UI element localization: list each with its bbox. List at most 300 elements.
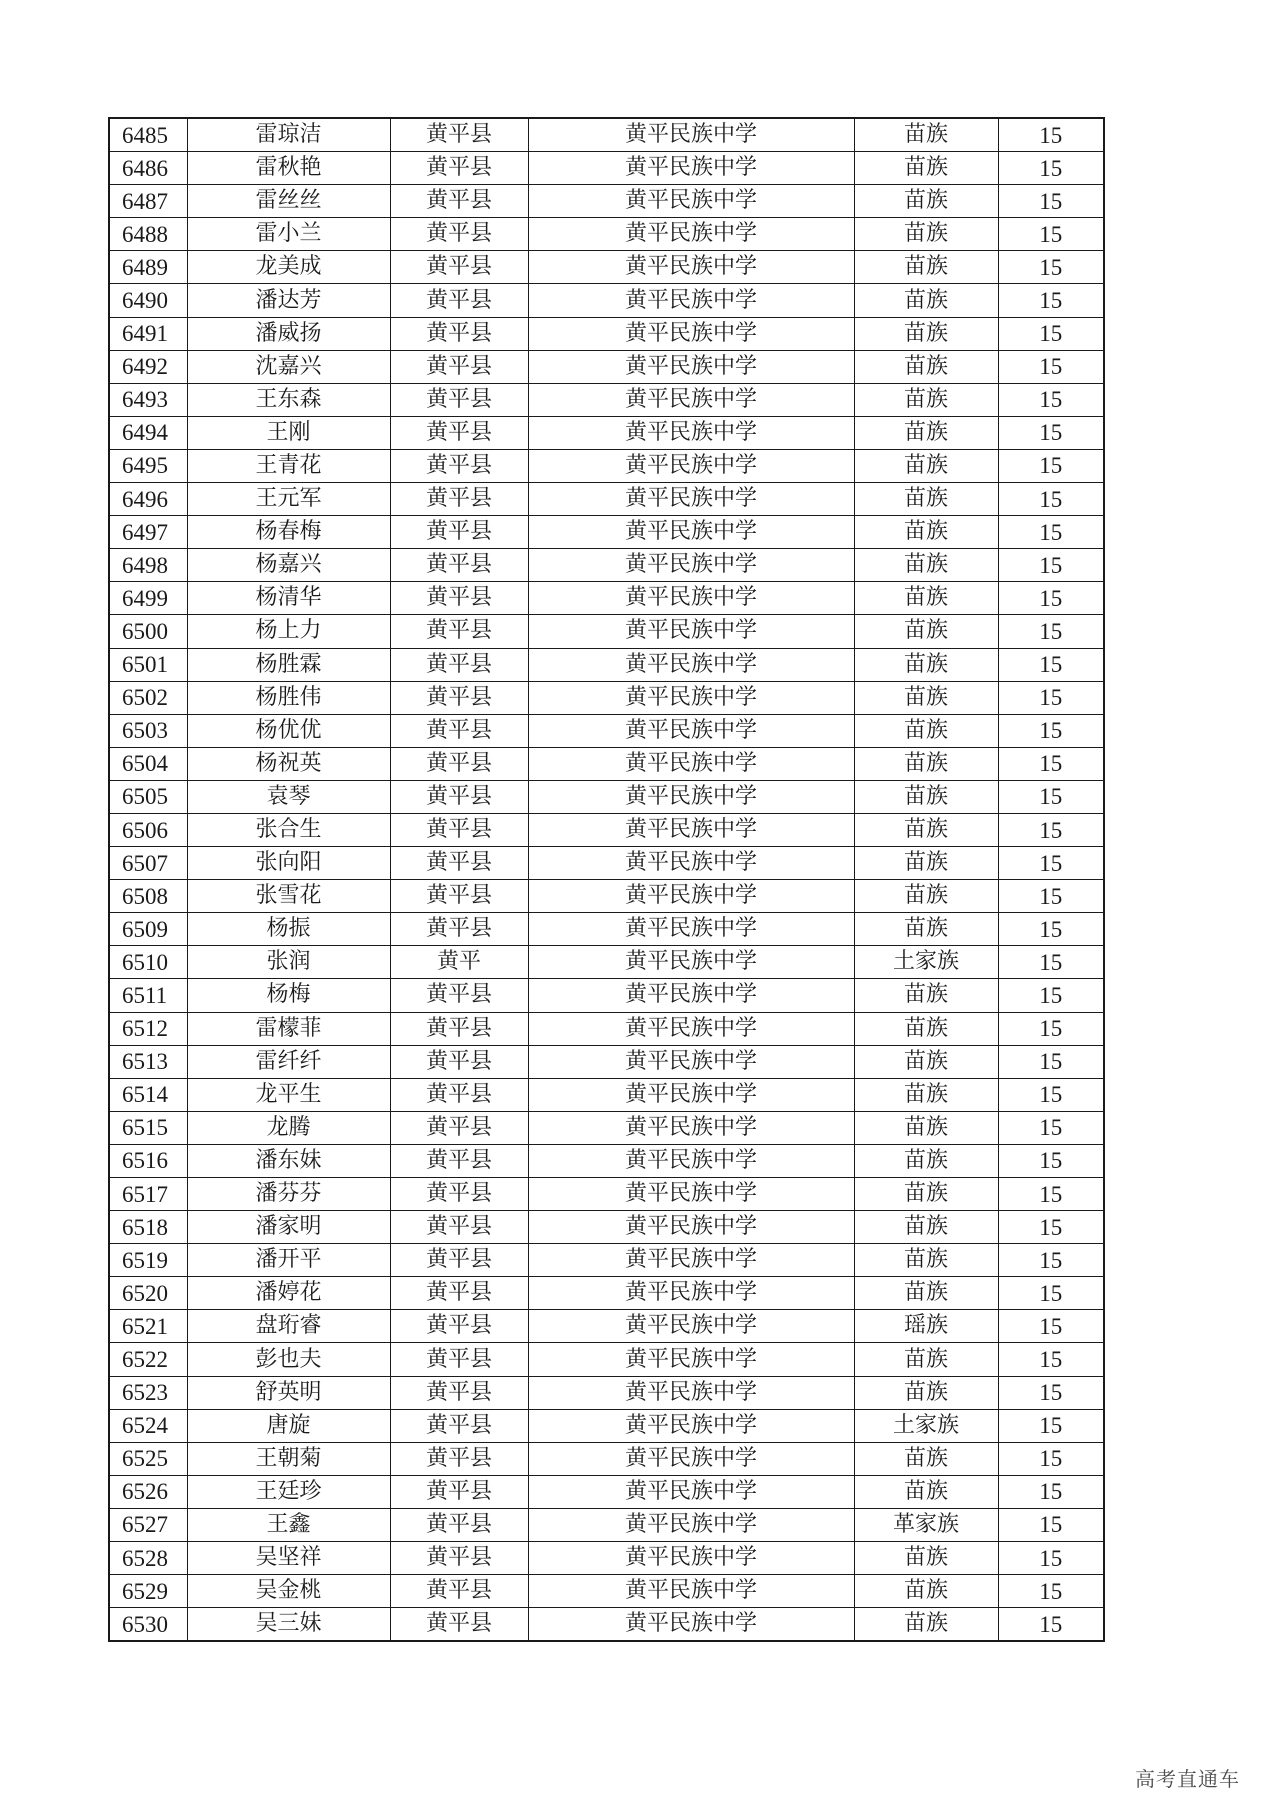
cell-ethnicity: 苗族 bbox=[854, 615, 998, 648]
cell-school: 黄平民族中学 bbox=[528, 1475, 854, 1508]
cell-ethnicity: 苗族 bbox=[854, 549, 998, 582]
cell-score: 15 bbox=[998, 152, 1104, 185]
table-row bbox=[109, 1144, 1104, 1177]
table-row bbox=[109, 847, 1104, 880]
cell-number: 6499 bbox=[109, 582, 187, 615]
table-row bbox=[109, 1508, 1104, 1541]
table-row bbox=[109, 780, 1104, 813]
cell-county: 黄平县 bbox=[390, 118, 528, 152]
table-row bbox=[109, 1178, 1104, 1211]
table-row bbox=[109, 582, 1104, 615]
cell-school: 黄平民族中学 bbox=[528, 416, 854, 449]
cell-ethnicity: 苗族 bbox=[854, 516, 998, 549]
cell-ethnicity: 苗族 bbox=[854, 1211, 998, 1244]
cell-school: 黄平民族中学 bbox=[528, 1178, 854, 1211]
table-row bbox=[109, 813, 1104, 846]
cell-score: 15 bbox=[998, 648, 1104, 681]
cell-ethnicity: 苗族 bbox=[854, 1244, 998, 1277]
cell-county: 黄平县 bbox=[390, 317, 528, 350]
cell-ethnicity: 苗族 bbox=[854, 317, 998, 350]
cell-score: 15 bbox=[998, 350, 1104, 383]
cell-county: 黄平县 bbox=[390, 1144, 528, 1177]
table-row bbox=[109, 747, 1104, 780]
table-row bbox=[109, 1409, 1104, 1442]
cell-school: 黄平民族中学 bbox=[528, 780, 854, 813]
cell-school: 黄平民族中学 bbox=[528, 251, 854, 284]
cell-number: 6527 bbox=[109, 1508, 187, 1541]
cell-number: 6501 bbox=[109, 648, 187, 681]
cell-ethnicity: 苗族 bbox=[854, 1475, 998, 1508]
table-row bbox=[109, 218, 1104, 251]
cell-number: 6520 bbox=[109, 1277, 187, 1310]
cell-county: 黄平县 bbox=[390, 1310, 528, 1343]
cell-ethnicity: 苗族 bbox=[854, 780, 998, 813]
cell-number: 6528 bbox=[109, 1542, 187, 1575]
cell-ethnicity: 苗族 bbox=[854, 1608, 998, 1642]
cell-score: 15 bbox=[998, 681, 1104, 714]
cell-county: 黄平县 bbox=[390, 251, 528, 284]
cell-name: 潘威扬 bbox=[187, 317, 390, 350]
cell-name: 杨优优 bbox=[187, 714, 390, 747]
cell-score: 15 bbox=[998, 1575, 1104, 1608]
table-row bbox=[109, 383, 1104, 416]
cell-school: 黄平民族中学 bbox=[528, 1111, 854, 1144]
cell-county: 黄平县 bbox=[390, 979, 528, 1012]
cell-name: 潘家明 bbox=[187, 1211, 390, 1244]
cell-school: 黄平民族中学 bbox=[528, 516, 854, 549]
table-row bbox=[109, 1277, 1104, 1310]
cell-ethnicity: 土家族 bbox=[854, 1409, 998, 1442]
cell-school: 黄平民族中学 bbox=[528, 1012, 854, 1045]
cell-school: 黄平民族中学 bbox=[528, 714, 854, 747]
cell-name: 吴三妹 bbox=[187, 1608, 390, 1642]
cell-number: 6492 bbox=[109, 350, 187, 383]
table-row bbox=[109, 1542, 1104, 1575]
cell-number: 6493 bbox=[109, 383, 187, 416]
cell-school: 黄平民族中学 bbox=[528, 1409, 854, 1442]
cell-score: 15 bbox=[998, 1178, 1104, 1211]
cell-name: 雷琼洁 bbox=[187, 118, 390, 152]
cell-name: 杨春梅 bbox=[187, 516, 390, 549]
table-row bbox=[109, 516, 1104, 549]
cell-ethnicity: 苗族 bbox=[854, 350, 998, 383]
cell-number: 6530 bbox=[109, 1608, 187, 1642]
cell-county: 黄平县 bbox=[390, 1244, 528, 1277]
cell-county: 黄平县 bbox=[390, 1608, 528, 1642]
cell-score: 15 bbox=[998, 284, 1104, 317]
table-row bbox=[109, 350, 1104, 383]
table-row bbox=[109, 1111, 1104, 1144]
cell-number: 6510 bbox=[109, 946, 187, 979]
table-row bbox=[109, 880, 1104, 913]
table-row bbox=[109, 1310, 1104, 1343]
cell-school: 黄平民族中学 bbox=[528, 913, 854, 946]
cell-number: 6495 bbox=[109, 449, 187, 482]
cell-school: 黄平民族中学 bbox=[528, 317, 854, 350]
cell-name: 吴金桃 bbox=[187, 1575, 390, 1608]
table-row bbox=[109, 1211, 1104, 1244]
cell-name: 潘婷花 bbox=[187, 1277, 390, 1310]
cell-county: 黄平县 bbox=[390, 383, 528, 416]
cell-county: 黄平县 bbox=[390, 449, 528, 482]
table-row bbox=[109, 913, 1104, 946]
cell-score: 15 bbox=[998, 1211, 1104, 1244]
cell-school: 黄平民族中学 bbox=[528, 1045, 854, 1078]
cell-school: 黄平民族中学 bbox=[528, 1542, 854, 1575]
cell-name: 潘芬芬 bbox=[187, 1178, 390, 1211]
cell-county: 黄平县 bbox=[390, 714, 528, 747]
cell-county: 黄平县 bbox=[390, 516, 528, 549]
cell-school: 黄平民族中学 bbox=[528, 1343, 854, 1376]
cell-score: 15 bbox=[998, 1409, 1104, 1442]
cell-score: 15 bbox=[998, 1343, 1104, 1376]
cell-number: 6489 bbox=[109, 251, 187, 284]
cell-score: 15 bbox=[998, 416, 1104, 449]
cell-number: 6506 bbox=[109, 813, 187, 846]
cell-ethnicity: 苗族 bbox=[854, 1376, 998, 1409]
cell-ethnicity: 土家族 bbox=[854, 946, 998, 979]
cell-ethnicity: 苗族 bbox=[854, 648, 998, 681]
cell-school: 黄平民族中学 bbox=[528, 383, 854, 416]
cell-county: 黄平县 bbox=[390, 1343, 528, 1376]
cell-ethnicity: 苗族 bbox=[854, 251, 998, 284]
cell-score: 15 bbox=[998, 1144, 1104, 1177]
cell-school: 黄平民族中学 bbox=[528, 1575, 854, 1608]
cell-name: 杨嘉兴 bbox=[187, 549, 390, 582]
cell-name: 王元军 bbox=[187, 483, 390, 516]
cell-school: 黄平民族中学 bbox=[528, 449, 854, 482]
cell-name: 袁琴 bbox=[187, 780, 390, 813]
cell-score: 15 bbox=[998, 118, 1104, 152]
cell-county: 黄平县 bbox=[390, 218, 528, 251]
table-row bbox=[109, 1045, 1104, 1078]
table-row bbox=[109, 979, 1104, 1012]
cell-ethnicity: 苗族 bbox=[854, 1144, 998, 1177]
table-row bbox=[109, 1475, 1104, 1508]
cell-number: 6518 bbox=[109, 1211, 187, 1244]
cell-score: 15 bbox=[998, 1475, 1104, 1508]
cell-school: 黄平民族中学 bbox=[528, 880, 854, 913]
cell-school: 黄平民族中学 bbox=[528, 1608, 854, 1642]
cell-name: 唐旋 bbox=[187, 1409, 390, 1442]
cell-number: 6507 bbox=[109, 847, 187, 880]
cell-county: 黄平县 bbox=[390, 813, 528, 846]
cell-ethnicity: 苗族 bbox=[854, 383, 998, 416]
cell-county: 黄平县 bbox=[390, 615, 528, 648]
cell-number: 6505 bbox=[109, 780, 187, 813]
cell-school: 黄平民族中学 bbox=[528, 946, 854, 979]
cell-ethnicity: 苗族 bbox=[854, 847, 998, 880]
cell-school: 黄平民族中学 bbox=[528, 118, 854, 152]
cell-score: 15 bbox=[998, 1277, 1104, 1310]
cell-ethnicity: 苗族 bbox=[854, 1078, 998, 1111]
cell-ethnicity: 革家族 bbox=[854, 1508, 998, 1541]
cell-name: 杨梅 bbox=[187, 979, 390, 1012]
cell-county: 黄平县 bbox=[390, 1277, 528, 1310]
cell-county: 黄平县 bbox=[390, 648, 528, 681]
cell-score: 15 bbox=[998, 979, 1104, 1012]
cell-number: 6500 bbox=[109, 615, 187, 648]
cell-school: 黄平民族中学 bbox=[528, 1211, 854, 1244]
cell-score: 15 bbox=[998, 1376, 1104, 1409]
table-row bbox=[109, 1376, 1104, 1409]
cell-county: 黄平县 bbox=[390, 747, 528, 780]
cell-number: 6488 bbox=[109, 218, 187, 251]
table-row bbox=[109, 483, 1104, 516]
cell-number: 6522 bbox=[109, 1343, 187, 1376]
cell-name: 张向阳 bbox=[187, 847, 390, 880]
table-row bbox=[109, 615, 1104, 648]
cell-name: 雷纤纤 bbox=[187, 1045, 390, 1078]
cell-score: 15 bbox=[998, 1045, 1104, 1078]
cell-ethnicity: 苗族 bbox=[854, 185, 998, 218]
cell-number: 6516 bbox=[109, 1144, 187, 1177]
cell-number: 6523 bbox=[109, 1376, 187, 1409]
cell-name: 潘开平 bbox=[187, 1244, 390, 1277]
cell-name: 龙平生 bbox=[187, 1078, 390, 1111]
cell-score: 15 bbox=[998, 1244, 1104, 1277]
table-row bbox=[109, 449, 1104, 482]
cell-score: 15 bbox=[998, 549, 1104, 582]
cell-county: 黄平县 bbox=[390, 483, 528, 516]
roster-table bbox=[108, 117, 1105, 1642]
cell-number: 6496 bbox=[109, 483, 187, 516]
cell-school: 黄平民族中学 bbox=[528, 218, 854, 251]
cell-county: 黄平县 bbox=[390, 880, 528, 913]
cell-ethnicity: 苗族 bbox=[854, 218, 998, 251]
table-row bbox=[109, 714, 1104, 747]
cell-number: 6491 bbox=[109, 317, 187, 350]
cell-name: 杨祝英 bbox=[187, 747, 390, 780]
cell-name: 王刚 bbox=[187, 416, 390, 449]
cell-ethnicity: 苗族 bbox=[854, 416, 998, 449]
cell-score: 15 bbox=[998, 1508, 1104, 1541]
cell-number: 6524 bbox=[109, 1409, 187, 1442]
cell-school: 黄平民族中学 bbox=[528, 284, 854, 317]
cell-number: 6514 bbox=[109, 1078, 187, 1111]
cell-number: 6504 bbox=[109, 747, 187, 780]
cell-ethnicity: 苗族 bbox=[854, 152, 998, 185]
cell-ethnicity: 苗族 bbox=[854, 681, 998, 714]
cell-number: 6512 bbox=[109, 1012, 187, 1045]
cell-number: 6529 bbox=[109, 1575, 187, 1608]
cell-name: 王廷珍 bbox=[187, 1475, 390, 1508]
cell-name: 雷小兰 bbox=[187, 218, 390, 251]
cell-score: 15 bbox=[998, 483, 1104, 516]
cell-county: 黄平县 bbox=[390, 1376, 528, 1409]
cell-county: 黄平县 bbox=[390, 1575, 528, 1608]
cell-number: 6497 bbox=[109, 516, 187, 549]
cell-score: 15 bbox=[998, 714, 1104, 747]
table-row bbox=[109, 1078, 1104, 1111]
cell-name: 沈嘉兴 bbox=[187, 350, 390, 383]
cell-ethnicity: 苗族 bbox=[854, 1178, 998, 1211]
cell-county: 黄平县 bbox=[390, 1475, 528, 1508]
cell-name: 潘东妹 bbox=[187, 1144, 390, 1177]
cell-county: 黄平县 bbox=[390, 185, 528, 218]
table-row bbox=[109, 284, 1104, 317]
cell-ethnicity: 瑶族 bbox=[854, 1310, 998, 1343]
cell-school: 黄平民族中学 bbox=[528, 1442, 854, 1475]
cell-score: 15 bbox=[998, 847, 1104, 880]
cell-school: 黄平民族中学 bbox=[528, 350, 854, 383]
cell-number: 6494 bbox=[109, 416, 187, 449]
cell-score: 15 bbox=[998, 317, 1104, 350]
table-row bbox=[109, 251, 1104, 284]
cell-school: 黄平民族中学 bbox=[528, 1144, 854, 1177]
table-row bbox=[109, 416, 1104, 449]
cell-ethnicity: 苗族 bbox=[854, 747, 998, 780]
cell-ethnicity: 苗族 bbox=[854, 913, 998, 946]
cell-county: 黄平县 bbox=[390, 1012, 528, 1045]
cell-name: 王朝菊 bbox=[187, 1442, 390, 1475]
cell-school: 黄平民族中学 bbox=[528, 185, 854, 218]
cell-score: 15 bbox=[998, 218, 1104, 251]
cell-score: 15 bbox=[998, 1442, 1104, 1475]
cell-county: 黄平县 bbox=[390, 549, 528, 582]
cell-ethnicity: 苗族 bbox=[854, 880, 998, 913]
table-row bbox=[109, 1244, 1104, 1277]
cell-score: 15 bbox=[998, 251, 1104, 284]
table-row bbox=[109, 648, 1104, 681]
table-row bbox=[109, 946, 1104, 979]
cell-name: 雷秋艳 bbox=[187, 152, 390, 185]
cell-score: 15 bbox=[998, 780, 1104, 813]
cell-ethnicity: 苗族 bbox=[854, 1012, 998, 1045]
cell-score: 15 bbox=[998, 1608, 1104, 1642]
cell-school: 黄平民族中学 bbox=[528, 1508, 854, 1541]
cell-score: 15 bbox=[998, 1078, 1104, 1111]
cell-school: 黄平民族中学 bbox=[528, 979, 854, 1012]
cell-ethnicity: 苗族 bbox=[854, 284, 998, 317]
cell-ethnicity: 苗族 bbox=[854, 1542, 998, 1575]
cell-school: 黄平民族中学 bbox=[528, 1277, 854, 1310]
cell-score: 15 bbox=[998, 946, 1104, 979]
cell-name: 张合生 bbox=[187, 813, 390, 846]
cell-number: 6487 bbox=[109, 185, 187, 218]
cell-name: 龙腾 bbox=[187, 1111, 390, 1144]
cell-school: 黄平民族中学 bbox=[528, 615, 854, 648]
cell-name: 雷丝丝 bbox=[187, 185, 390, 218]
cell-score: 15 bbox=[998, 615, 1104, 648]
cell-number: 6519 bbox=[109, 1244, 187, 1277]
cell-name: 杨清华 bbox=[187, 582, 390, 615]
cell-county: 黄平县 bbox=[390, 681, 528, 714]
cell-county: 黄平县 bbox=[390, 152, 528, 185]
cell-school: 黄平民族中学 bbox=[528, 1244, 854, 1277]
cell-ethnicity: 苗族 bbox=[854, 449, 998, 482]
cell-county: 黄平县 bbox=[390, 284, 528, 317]
table-row bbox=[109, 1608, 1104, 1642]
cell-school: 黄平民族中学 bbox=[528, 549, 854, 582]
cell-name: 王青花 bbox=[187, 449, 390, 482]
cell-school: 黄平民族中学 bbox=[528, 747, 854, 780]
cell-number: 6485 bbox=[109, 118, 187, 152]
cell-score: 15 bbox=[998, 185, 1104, 218]
cell-name: 盘珩睿 bbox=[187, 1310, 390, 1343]
cell-number: 6525 bbox=[109, 1442, 187, 1475]
cell-name: 王鑫 bbox=[187, 1508, 390, 1541]
cell-number: 6511 bbox=[109, 979, 187, 1012]
cell-name: 吴坚祥 bbox=[187, 1542, 390, 1575]
cell-number: 6517 bbox=[109, 1178, 187, 1211]
cell-county: 黄平县 bbox=[390, 1078, 528, 1111]
cell-name: 杨振 bbox=[187, 913, 390, 946]
cell-ethnicity: 苗族 bbox=[854, 118, 998, 152]
cell-number: 6515 bbox=[109, 1111, 187, 1144]
table-row bbox=[109, 1343, 1104, 1376]
cell-number: 6490 bbox=[109, 284, 187, 317]
cell-school: 黄平民族中学 bbox=[528, 152, 854, 185]
cell-ethnicity: 苗族 bbox=[854, 483, 998, 516]
table-row bbox=[109, 152, 1104, 185]
cell-ethnicity: 苗族 bbox=[854, 813, 998, 846]
table-row bbox=[109, 317, 1104, 350]
cell-score: 15 bbox=[998, 1310, 1104, 1343]
cell-number: 6526 bbox=[109, 1475, 187, 1508]
cell-school: 黄平民族中学 bbox=[528, 847, 854, 880]
cell-name: 杨上力 bbox=[187, 615, 390, 648]
cell-number: 6486 bbox=[109, 152, 187, 185]
cell-score: 15 bbox=[998, 582, 1104, 615]
cell-name: 张雪花 bbox=[187, 880, 390, 913]
cell-score: 15 bbox=[998, 1012, 1104, 1045]
cell-county: 黄平县 bbox=[390, 1508, 528, 1541]
cell-number: 6503 bbox=[109, 714, 187, 747]
watermark-text: 高考直通车 bbox=[1135, 1767, 1240, 1791]
cell-score: 15 bbox=[998, 880, 1104, 913]
cell-ethnicity: 苗族 bbox=[854, 582, 998, 615]
cell-score: 15 bbox=[998, 516, 1104, 549]
cell-score: 15 bbox=[998, 1542, 1104, 1575]
cell-school: 黄平民族中学 bbox=[528, 1310, 854, 1343]
cell-county: 黄平 bbox=[390, 946, 528, 979]
cell-name: 彭也夫 bbox=[187, 1343, 390, 1376]
cell-score: 15 bbox=[998, 449, 1104, 482]
cell-name: 舒英明 bbox=[187, 1376, 390, 1409]
cell-county: 黄平县 bbox=[390, 1409, 528, 1442]
cell-county: 黄平县 bbox=[390, 780, 528, 813]
cell-county: 黄平县 bbox=[390, 847, 528, 880]
cell-school: 黄平民族中学 bbox=[528, 483, 854, 516]
cell-score: 15 bbox=[998, 383, 1104, 416]
cell-county: 黄平县 bbox=[390, 416, 528, 449]
table-row bbox=[109, 1012, 1104, 1045]
cell-name: 龙美成 bbox=[187, 251, 390, 284]
cell-ethnicity: 苗族 bbox=[854, 714, 998, 747]
cell-county: 黄平县 bbox=[390, 350, 528, 383]
cell-school: 黄平民族中学 bbox=[528, 681, 854, 714]
table-row bbox=[109, 185, 1104, 218]
cell-score: 15 bbox=[998, 813, 1104, 846]
cell-county: 黄平县 bbox=[390, 1442, 528, 1475]
cell-number: 6502 bbox=[109, 681, 187, 714]
cell-school: 黄平民族中学 bbox=[528, 1078, 854, 1111]
cell-ethnicity: 苗族 bbox=[854, 1575, 998, 1608]
cell-school: 黄平民族中学 bbox=[528, 1376, 854, 1409]
cell-county: 黄平县 bbox=[390, 1542, 528, 1575]
cell-ethnicity: 苗族 bbox=[854, 1343, 998, 1376]
table-row bbox=[109, 681, 1104, 714]
cell-score: 15 bbox=[998, 1111, 1104, 1144]
cell-county: 黄平县 bbox=[390, 1211, 528, 1244]
cell-ethnicity: 苗族 bbox=[854, 1277, 998, 1310]
cell-county: 黄平县 bbox=[390, 582, 528, 615]
cell-county: 黄平县 bbox=[390, 1178, 528, 1211]
cell-county: 黄平县 bbox=[390, 1111, 528, 1144]
cell-number: 6498 bbox=[109, 549, 187, 582]
cell-number: 6508 bbox=[109, 880, 187, 913]
